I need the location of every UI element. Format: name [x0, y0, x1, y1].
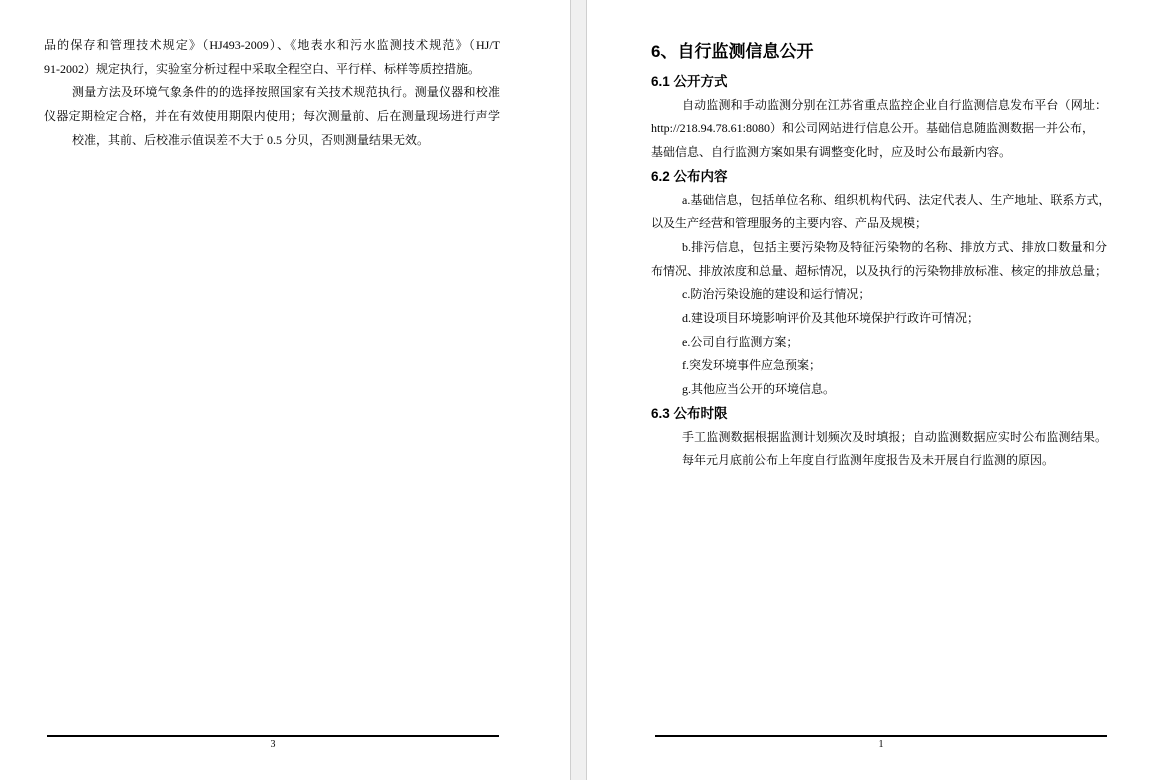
page-number: 3 [270, 739, 276, 750]
text-line: f.突发环境事件应急预案； [682, 358, 821, 373]
subsection-heading: 6.2 公布内容 [651, 168, 728, 184]
text-line: 校准，其前、后校准示值误差不大于 0.5 分贝，否则测量结果无效。 [72, 132, 430, 147]
subsection-heading: 6.3 公布时限 [651, 405, 728, 421]
text-line: http://218.94.78.61:8080）和公司网站进行信息公开。基础信息随监测数据一并公布， [651, 121, 1095, 136]
text-line: c.防治污染设施的建设和运行情况； [682, 287, 871, 302]
text-line: g.其他应当公开的环境信息。 [682, 382, 836, 397]
text-line: 仪器定期检定合格，并在有效使用期限内使用；每次测量前、后在测量现场进行声学 [44, 109, 500, 124]
text-line: 91-2002）规定执行，实验室分析过程中采取全程空白、平行样、标样等质控措施。 [44, 61, 480, 76]
document-page-left [0, 0, 570, 780]
text-line: e.公司自行监测方案； [682, 334, 799, 349]
text-line: 手工监测数据根据监测计划频次及时填报；自动监测数据应实时公布监测结果。 [682, 429, 1107, 444]
right-page-body [651, 40, 1111, 473]
section-heading: 6、自行监测信息公开 [651, 42, 814, 61]
document-page-right [587, 0, 1149, 780]
page-footer-right [655, 735, 1107, 751]
text-line: a.基础信息，包括单位名称、组织机构代码、法定代表人、生产地址、联系方式， [682, 192, 1111, 207]
text-line: 以及生产经营和管理服务的主要内容、产品及规模； [651, 216, 928, 231]
text-line: 品的保存和管理技术规定》（HJ493-2009）、《地表水和污水监测技术规范》（HJ/T [44, 38, 500, 52]
text-line: 自动监测和手动监测分别在江苏省重点监控企业自行监测信息发布平台（网址： [682, 97, 1107, 112]
text-line: 每年元月底前公布上年度自行监测年度报告及未开展自行监测的原因。 [682, 453, 1055, 468]
text-line: b.排污信息，包括主要污染物及特征污染物的名称、排放方式、排放口数量和分 [682, 239, 1107, 254]
page-footer-left [47, 735, 499, 751]
text-line: d.建设项目环境影响评价及其他环境保护行政许可情况； [682, 311, 980, 326]
subsection-heading: 6.1 公开方式 [651, 74, 728, 89]
text-line: 基础信息、自行监测方案如果有调整变化时，应及时公布最新内容。 [651, 145, 1012, 160]
left-page-body [44, 34, 500, 153]
page-number: 1 [878, 739, 884, 750]
text-line: 测量方法及环境气象条件的的选择按照国家有关技术规范执行。测量仪器和校准 [72, 85, 500, 100]
text-line: 布情况、排放浓度和总量、超标情况，以及执行的污染物排放标准、核定的排放总量； [651, 263, 1108, 278]
page-gutter [570, 0, 587, 780]
